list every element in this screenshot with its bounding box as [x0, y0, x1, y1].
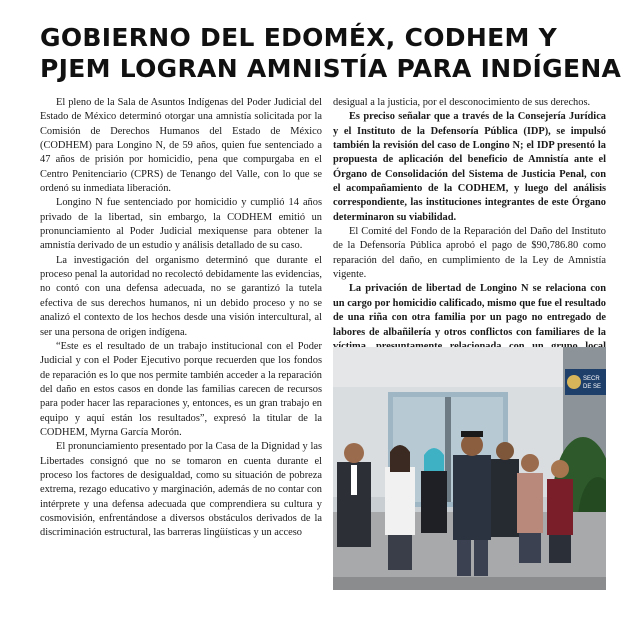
group-photo-illustration — [333, 347, 606, 590]
paragraph: La privación de libertad de Longino N se relaciona con un cargo por homicidio calificado, mismo que fue el resultado de una riña con otra familia por un pago no entregado de labores de albañilería y otros conflictos con familiares de la — [333, 283, 606, 338]
paragraph: desigual a la justicia, por el desconocimiento de sus derechos. — [333, 97, 591, 108]
sign-text: SECR — [583, 376, 600, 382]
article-photo — [333, 347, 606, 590]
headline-line-1: GOBIERNO DEL EDOMÉX, CODHEM Y — [40, 23, 558, 52]
right-column — [333, 96, 606, 369]
paragraph: El pronunciamiento presentado por la Casa de la Dignidad y las Libertades consignó que no se tomaron en cuenta durante el proceso los factores de desigualdad, como su situación de pobreza extrema, rezago educativo y marginación, además de no contar con intérprete y una defensa adecuada que comprendiera su cultura y cosmovisión, enfrentándose a diversos obstáculos derivados de la discriminación estructural, las barreras lingüísticas y un acceso — [40, 441, 322, 539]
paragraph: La investigación del organismo determinó que durante el proceso penal la autoridad no recolectó debidamente las evidencias, no contó con una defensa adecuada, no se garantizó la tutela efectiva de sus derechos humanos, ni un debido proceso y no se analizó el contexto de los hechos desde una visión intercultural, al ser una persona de origen indígena. — [40, 254, 322, 338]
paragraph: “Este es el resultado de un trabajo institucional con el Poder Judicial y con el Poder Ejecutivo porque recuerden que los fondos de reparación es lo que nos permite también acceder a la reparación del daño en estos casos en donde las familias carecen de recursos para poder hacer las reparaciones y, entonces, es un gran trabajo en equipo y aquí están los resultados”, expresó la titular de la CODHEM, Myrna García Morón. — [40, 340, 322, 438]
headline — [40, 22, 622, 84]
paragraph: El Comité del Fondo de la Reparación del Daño del Instituto de la Defensoría Pública aprobó el pago de $90,786.80 como reparación del daño, en cumplimiento de la Ley de Amnistía vigente. — [333, 226, 606, 281]
svg-text:DE SE: DE SE — [583, 384, 602, 390]
left-column — [40, 96, 322, 541]
paragraph: Es preciso señalar que a través de la Consejería Jurídica y el Instituto de la Defensoría Pública (IDP), se impulsó también la revisión del caso de Longino N; el IDP presentó la propuesta de aplicación del beneficio de Amnistía ante el Órgano de Consolidación del Sistema de Justicia Penal, con el acompañamiento de la CODHEM, y luego del análisis correspondiente, las instituciones integrantes de este Órgano determinaron su viabilidad. — [333, 111, 606, 223]
paragraph: Longino N fue sentenciado por homicidio y cumplió 14 años privado de la libertad, sin embargo, la CODHEM emitió un pronunciamiento al Poder Judicial mexiquense para obtener la amnistía derivado de un estudio y análisis detallado de su caso. — [40, 197, 322, 252]
headline-line-2: PJEM LOGRAN AMNISTÍA PARA INDÍGENA — [40, 54, 622, 83]
paragraph: El pleno de la Sala de Asuntos Indígenas del Poder Judicial del Estado de México determinó otorgar una amnistía solicitada por la Comisión de Derechos Humanos del Estado de México (CODHEM) para Longino N, de 59 años, quien fue sentenciado a 47 años de prisión por homicidio, pena que compurgaba en el Centro Penitenciario (CPRS) de Tenango del Valle, con lo que se ordenó su inmediata liberación. — [40, 97, 322, 195]
